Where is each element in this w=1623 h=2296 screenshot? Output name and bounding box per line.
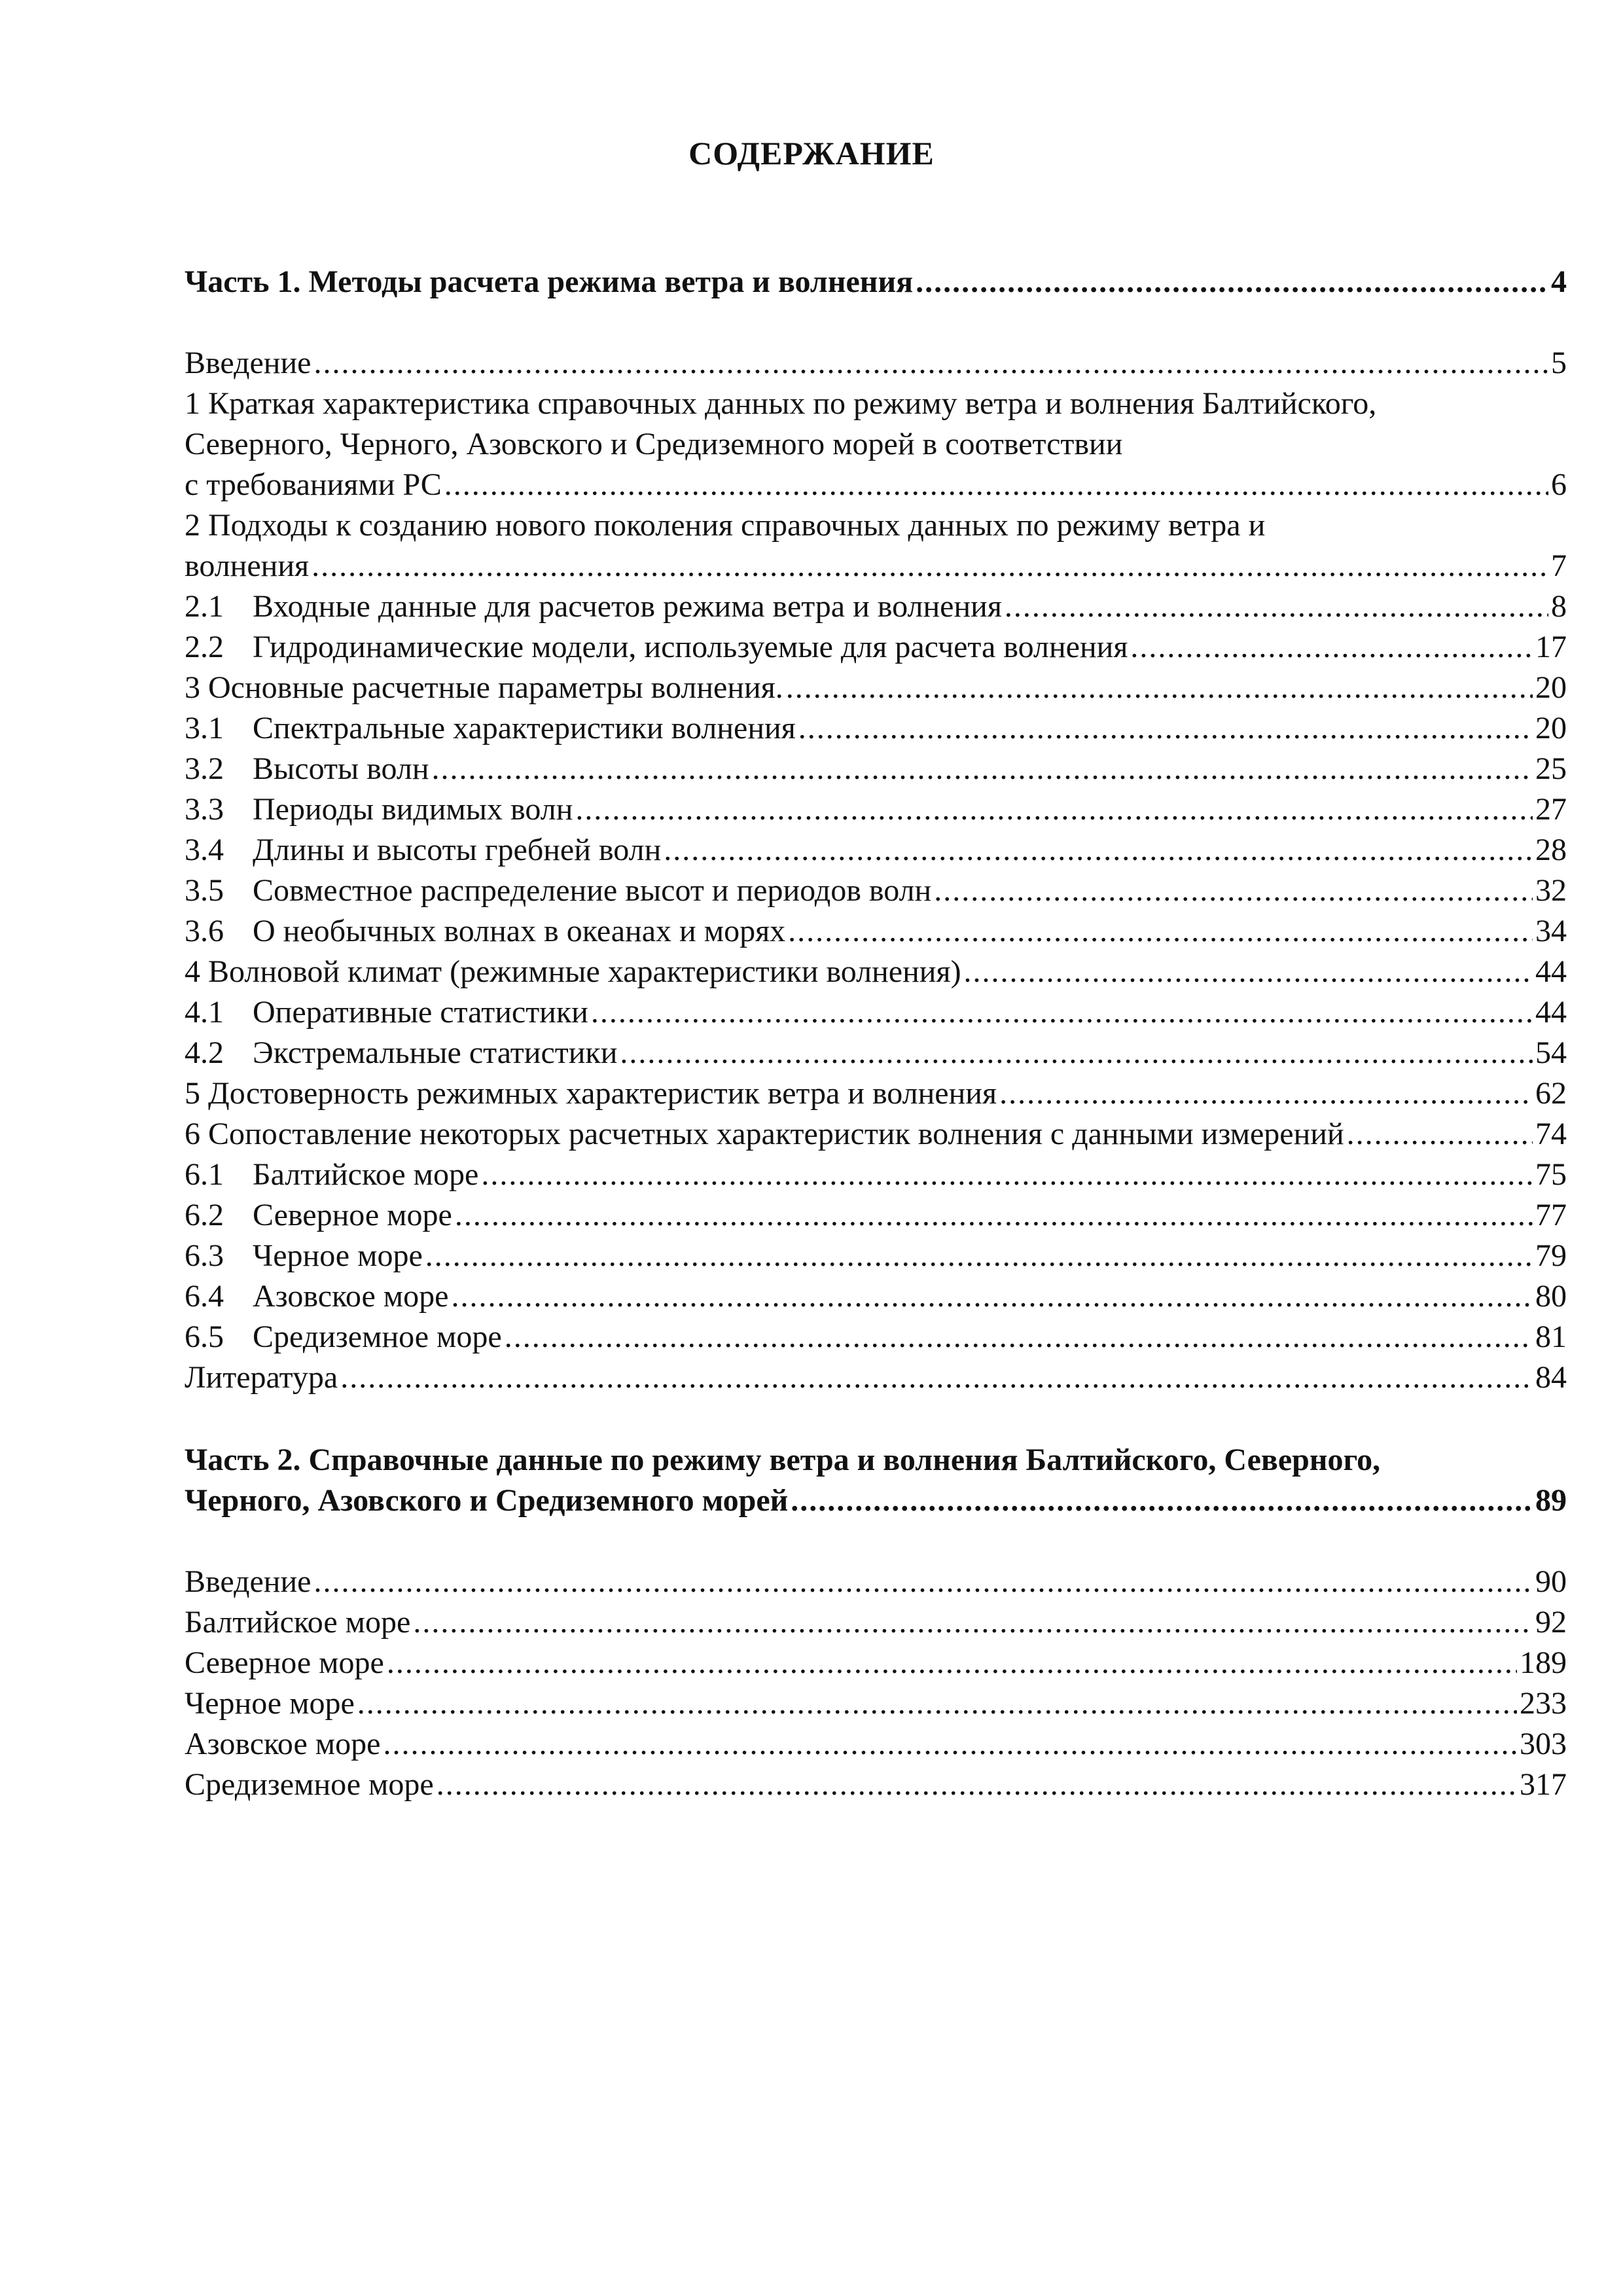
toc-entry[interactable] [185, 384, 1567, 505]
toc-page-number: 4 [1551, 264, 1567, 299]
toc-entry[interactable] [185, 586, 1567, 627]
toc-dot-leader [664, 830, 1533, 870]
toc-dot-leader [591, 992, 1533, 1033]
toc-page-number: 32 [1535, 873, 1567, 908]
toc-page-number: 17 [1535, 630, 1567, 664]
toc-entry-label: волнения [185, 548, 310, 583]
toc-entry-label: 3 Основные расчетные параметры волнения. [185, 670, 783, 705]
toc-part-heading-label: Черного, Азовского и Средиземного морей [185, 1483, 789, 1518]
toc-entry-number: 6.4 [185, 1279, 224, 1314]
toc-part-1 [185, 262, 1567, 1398]
toc-entry-number: 3.1 [185, 711, 224, 745]
toc-entry-label: Длины и высоты гребней волн [253, 833, 662, 867]
toc-entry-number: 6.3 [185, 1238, 224, 1273]
toc-page-number: 80 [1535, 1279, 1567, 1314]
page-title: СОДЕРЖАНИЕ [688, 135, 935, 171]
toc-part-heading-line: Часть 2. Справочные данные по режиму ветра и волнения Балтийского, Северного, [185, 1443, 1381, 1477]
toc-entry-label: Высоты волн [253, 751, 429, 786]
toc-entry-label: Средиземное море [185, 1767, 434, 1802]
toc-entry[interactable] [185, 1114, 1567, 1155]
toc-dot-leader [1130, 627, 1533, 668]
toc-entry-label: Азовское море [185, 1727, 381, 1761]
toc-dot-leader [312, 546, 1548, 586]
toc-page-number: 8 [1551, 589, 1567, 624]
toc-dot-leader [451, 1276, 1533, 1317]
toc-entry-label: Черное море [253, 1238, 423, 1273]
toc-entry-label: О необычных волнах в океанах и морях [253, 914, 786, 948]
toc-page-number: 233 [1520, 1686, 1567, 1721]
toc-page-number: 54 [1535, 1035, 1567, 1070]
toc-entry-label: Гидродинамические модели, используемые для расчета волнения [253, 630, 1128, 664]
toc-page-number: 25 [1535, 751, 1567, 786]
toc-entry-number: 6.1 [185, 1157, 224, 1192]
toc-entry-label: Северное море [185, 1645, 384, 1680]
toc-entry-number: 3.4 [185, 833, 224, 867]
toc-page-number: 27 [1535, 792, 1567, 827]
toc-dot-leader [788, 911, 1533, 952]
toc-entry[interactable] [185, 1357, 1567, 1398]
toc-dot-leader [425, 1236, 1533, 1276]
toc-entry-label: Литература [185, 1360, 338, 1395]
toc-entry[interactable] [185, 1643, 1567, 1683]
toc-dot-leader [620, 1033, 1533, 1073]
toc-page-number: 28 [1535, 833, 1567, 867]
toc-page-number: 89 [1535, 1483, 1567, 1518]
toc-entry[interactable] [185, 911, 1567, 952]
toc-entry-label: 5 Достоверность режимных характеристик ветра и волнения [185, 1076, 997, 1111]
toc-entry-number: 6.5 [185, 1319, 224, 1354]
toc-entry-label: Азовское море [253, 1279, 449, 1314]
toc-entry-line: Северного, Черного, Азовского и Средиземного морей в соответствии [185, 427, 1123, 461]
toc-entry[interactable] [185, 708, 1567, 749]
toc-dot-leader [437, 1765, 1517, 1805]
toc-dot-leader [340, 1357, 1533, 1398]
toc-page-number: 79 [1535, 1238, 1567, 1273]
toc-page-number: 317 [1520, 1767, 1567, 1802]
toc-page-number: 62 [1535, 1076, 1567, 1111]
toc-entry-label: Входные данные для расчетов режима ветра и волнения [253, 589, 1002, 624]
toc-entry-number: 4.2 [185, 1035, 224, 1070]
toc-entry-label: Введение [185, 346, 312, 380]
toc-entry[interactable] [185, 952, 1567, 992]
toc-entry[interactable] [185, 505, 1567, 586]
toc-entry[interactable] [185, 1195, 1567, 1236]
toc-dot-leader [791, 1480, 1533, 1521]
toc-entry-number: 3.6 [185, 914, 224, 948]
toc-entry[interactable] [185, 1276, 1567, 1317]
toc-dot-leader [934, 870, 1533, 911]
toc-dot-leader [964, 952, 1533, 992]
toc-dot-leader [481, 1155, 1533, 1195]
toc-dot-leader [313, 1562, 1533, 1602]
toc-dot-leader [432, 749, 1533, 789]
toc-page-number: 34 [1535, 914, 1567, 948]
toc-entry-number: 2.1 [185, 589, 224, 624]
toc-page-number: 77 [1535, 1198, 1567, 1232]
toc-page-number: 84 [1535, 1360, 1567, 1395]
toc-entry[interactable] [185, 1155, 1567, 1195]
toc-entry-label: 4 Волновой климат (режимные характеристики волнения) [185, 954, 961, 989]
toc-dot-leader [916, 262, 1548, 302]
toc-page-number: 74 [1535, 1117, 1567, 1151]
toc-entry-label: Черное море [185, 1686, 355, 1721]
toc-part-heading[interactable] [185, 1440, 1567, 1521]
toc-entry-number: 3.2 [185, 751, 224, 786]
toc-entry[interactable] [185, 1317, 1567, 1357]
toc-page-number: 90 [1535, 1564, 1567, 1599]
toc-entry[interactable] [185, 1765, 1567, 1805]
toc-dot-leader [357, 1683, 1517, 1724]
toc-entry[interactable] [185, 1033, 1567, 1073]
toc-entry-label: Средиземное море [253, 1319, 502, 1354]
toc-entry-number: 2.2 [185, 630, 224, 664]
toc-part-heading[interactable] [185, 262, 1567, 302]
toc-page-number: 189 [1520, 1645, 1567, 1680]
toc-entry-label: Экстремальные статистики [253, 1035, 618, 1070]
toc-dot-leader [786, 668, 1533, 708]
toc-entry[interactable] [185, 668, 1567, 708]
toc-entry-number: 4.1 [185, 995, 224, 1030]
toc-entry-label: Спектральные характеристики волнения [253, 711, 796, 745]
toc-page-number: 20 [1535, 670, 1567, 705]
toc-entry-label: Введение [185, 1564, 312, 1599]
toc-entry[interactable] [185, 830, 1567, 870]
toc-entry-label: Балтийское море [185, 1605, 411, 1640]
toc-entry-label: Оперативные статистики [253, 995, 588, 1030]
toc-entry[interactable] [185, 749, 1567, 789]
toc-page-number: 5 [1551, 346, 1567, 380]
toc-entry-number: 3.5 [185, 873, 224, 908]
toc-entry-label: Периоды видимых волн [253, 792, 573, 827]
toc-entry[interactable] [185, 1602, 1567, 1643]
toc-page-number: 20 [1535, 711, 1567, 745]
toc-entry[interactable] [185, 343, 1567, 384]
toc-entry[interactable] [185, 992, 1567, 1033]
toc-page-number: 81 [1535, 1319, 1567, 1354]
toc-dot-leader [1005, 586, 1548, 627]
toc-entry-label: Совместное распределение высот и периодов волн [253, 873, 932, 908]
toc-dot-leader [383, 1724, 1517, 1765]
toc-entry[interactable] [185, 870, 1567, 911]
toc-dot-leader [313, 343, 1548, 384]
toc-entry-line: 1 Краткая характеристика справочных данных по режиму ветра и волнения Балтийского, [185, 386, 1377, 421]
toc-page-number: 7 [1551, 548, 1567, 583]
toc-page-number: 6 [1551, 467, 1567, 502]
toc-dot-leader [1347, 1114, 1533, 1155]
toc-entry[interactable] [185, 1236, 1567, 1276]
toc-dot-leader [444, 465, 1548, 505]
toc-dot-leader [798, 708, 1533, 749]
toc-dot-leader [505, 1317, 1533, 1357]
toc-page-number: 75 [1535, 1157, 1567, 1192]
toc-entry-label: Балтийское море [253, 1157, 479, 1192]
toc-dot-leader [575, 789, 1533, 830]
toc-page-number: 44 [1535, 995, 1567, 1030]
toc-entry-label: 6 Сопоставление некоторых расчетных характеристик волнения с данными измерений [185, 1117, 1344, 1151]
toc-entry-number: 6.2 [185, 1198, 224, 1232]
toc-dot-leader [455, 1195, 1533, 1236]
toc-page-number: 303 [1520, 1727, 1567, 1761]
toc-dot-leader [999, 1073, 1533, 1114]
toc-entry[interactable] [185, 627, 1567, 668]
toc-entry-label: с требованиями РС [185, 467, 442, 502]
toc-part-heading-label: Часть 1. Методы расчета режима ветра и волнения [185, 264, 914, 299]
toc-page-number: 92 [1535, 1605, 1567, 1640]
toc-page-number: 44 [1535, 954, 1567, 989]
toc-entry[interactable] [185, 1073, 1567, 1114]
toc-part-2 [185, 1440, 1567, 1805]
toc-dot-leader [387, 1643, 1517, 1683]
toc-entry[interactable] [185, 789, 1567, 830]
toc-entry[interactable] [185, 1683, 1567, 1724]
toc-entry[interactable] [185, 1724, 1567, 1765]
toc-entry-number: 3.3 [185, 792, 224, 827]
toc-dot-leader [413, 1602, 1533, 1643]
toc-entry[interactable] [185, 1562, 1567, 1602]
toc-entry-line: 2 Подходы к созданию нового поколения справочных данных по режиму ветра и [185, 508, 1266, 543]
toc-entry-label: Северное море [253, 1198, 452, 1232]
